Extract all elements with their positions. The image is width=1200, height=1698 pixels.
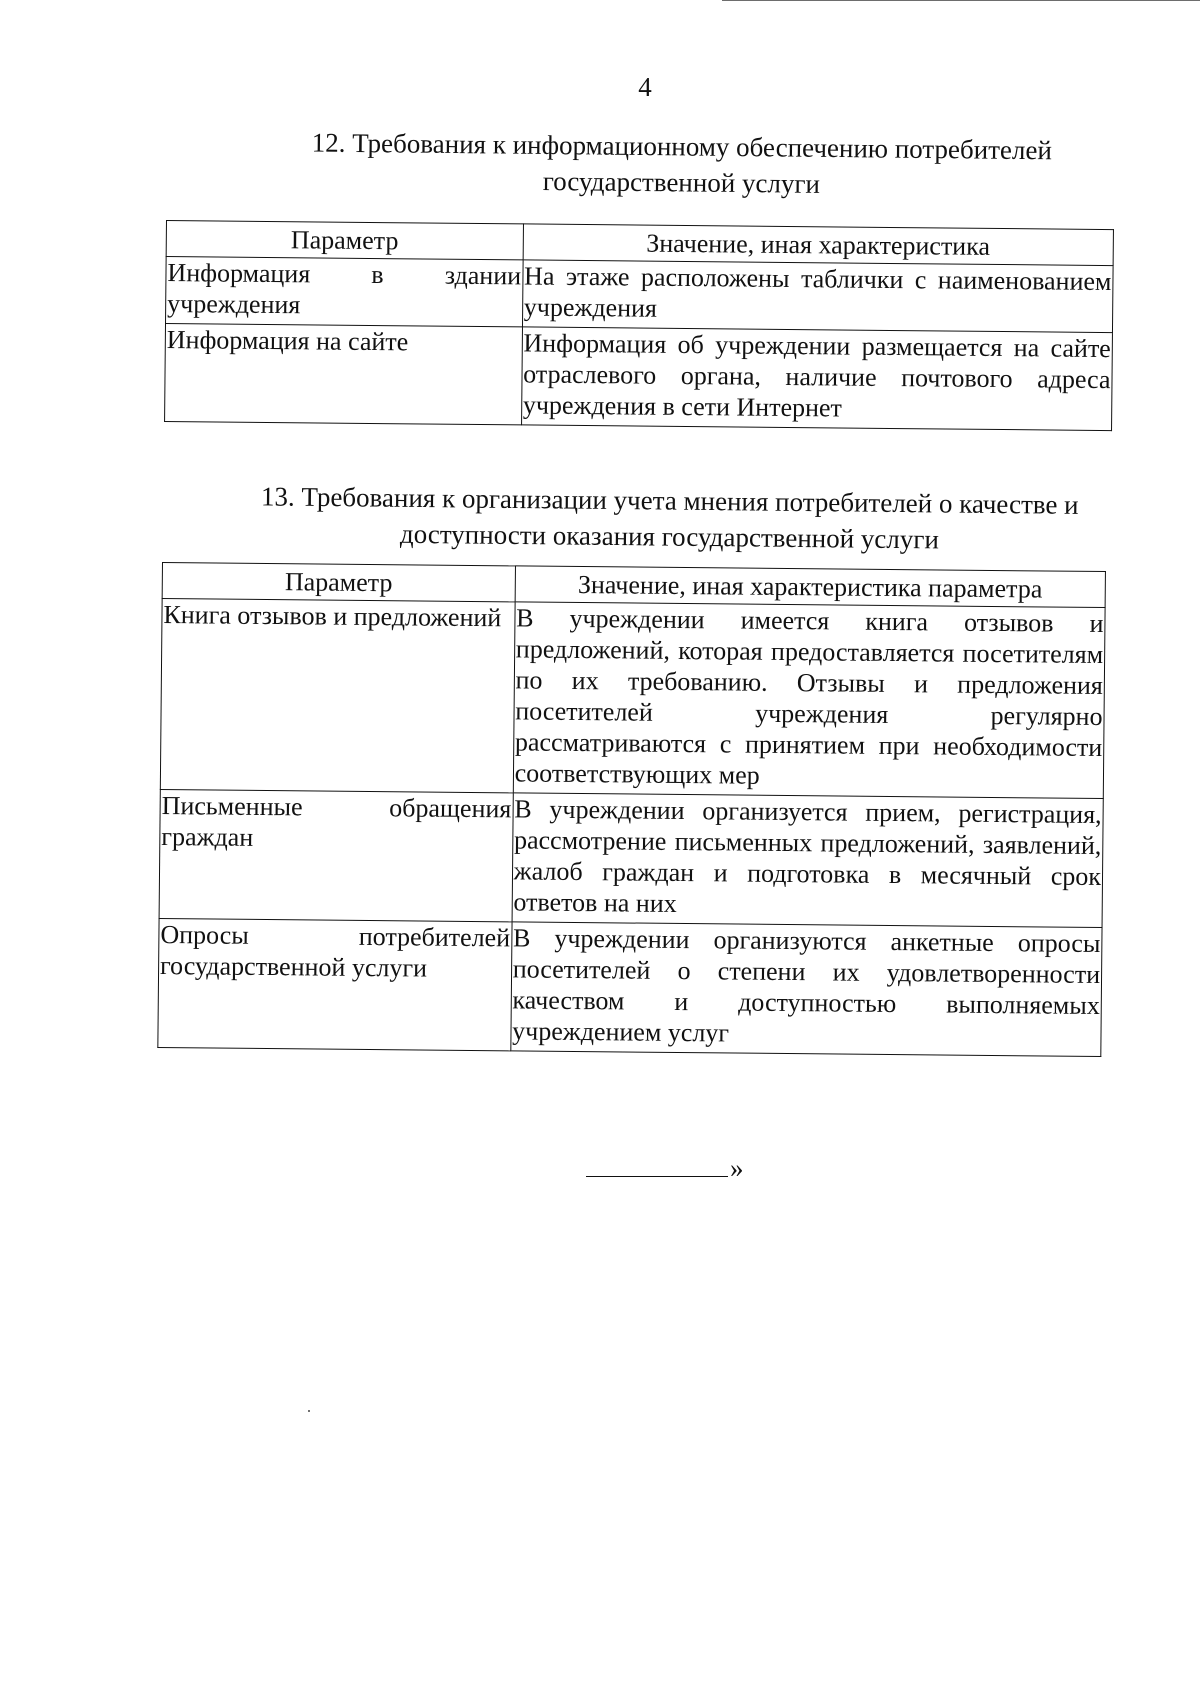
parameter-cell: Информация в здании учреждения bbox=[166, 257, 523, 327]
value-cell: В учреждении организуется прием, регистрация, рассмотрение письменных предложений, заявлений, жалоб граждан и подготовка в месячный срок ответов на них bbox=[512, 793, 1104, 928]
table-row bbox=[158, 918, 1102, 1056]
column-header-parameter: Параметр bbox=[166, 221, 523, 260]
table-row bbox=[166, 257, 1114, 333]
section-12-title-line-2: государственной услуги bbox=[542, 165, 821, 199]
value-cell: В учреждении имеется книга отзывов и предложений, которая предоставляется посетителям по их требованию. Отзывы и предложения посетителей учреждения регулярно рассматриваются с принятием при необходимости соответствующих мер bbox=[513, 602, 1105, 799]
column-header-value: Значение, иная характеристика параметра bbox=[515, 566, 1106, 608]
section-13-title bbox=[229, 478, 1110, 559]
section-13-title-line-1: 13. Требования к организации учета мнения потребителей о качестве и bbox=[260, 481, 1079, 520]
table-row bbox=[159, 789, 1103, 927]
value-cell: На этаже расположены таблички с наименованием учреждения bbox=[522, 260, 1113, 333]
parameter-cell: Опросы потребителей государственной услуги bbox=[158, 918, 512, 1050]
section-12-title bbox=[261, 124, 1102, 205]
information-requirements-table bbox=[164, 220, 1114, 431]
closing-mark bbox=[586, 1150, 744, 1186]
value-cell: В учреждении организуются анкетные опросы посетителей о степени их удовлетворенности качеством и доступностью выполняемых учреждением услуг bbox=[511, 922, 1103, 1057]
opinion-accounting-table bbox=[157, 562, 1106, 1057]
parameter-cell: Письменные обращения граждан bbox=[159, 789, 513, 921]
parameter-cell: Книга отзывов и предложений bbox=[160, 599, 515, 793]
scan-speck bbox=[308, 1410, 310, 1412]
column-header-parameter: Параметр bbox=[162, 563, 515, 602]
table-row bbox=[165, 324, 1113, 431]
section-12-title-line-1: 12. Требования к информационному обеспечению потребителей bbox=[311, 127, 1053, 166]
section-13-title-line-2: доступности оказания государственной услуги bbox=[399, 518, 940, 555]
table-row bbox=[160, 599, 1105, 799]
closing-underline bbox=[586, 1154, 728, 1177]
closing-quote: » bbox=[730, 1153, 744, 1183]
top-edge-rule bbox=[722, 0, 1200, 1]
parameter-cell: Информация на сайте bbox=[165, 324, 523, 425]
column-header-value: Значение, иная характеристика bbox=[523, 224, 1114, 266]
value-cell: Информация об учреждении размещается на сайте отраслевого органа, наличие почтового адреса учреждения в сети Интернет bbox=[521, 327, 1112, 431]
page-number: 4 bbox=[638, 72, 652, 102]
